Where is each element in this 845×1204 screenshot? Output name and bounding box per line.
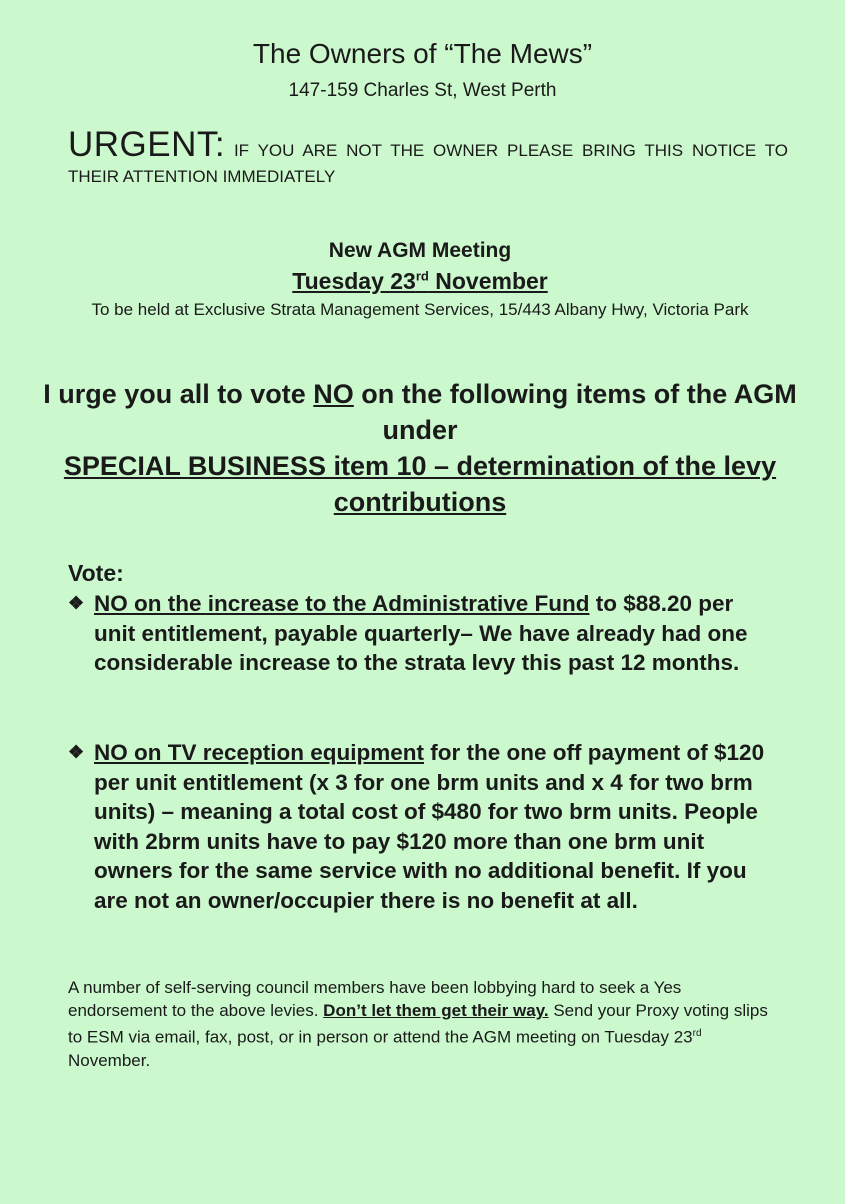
meeting-location: To be held at Exclusive Strata Management Services, 15/443 Albany Hwy, Victoria Park — [91, 300, 749, 319]
closing-emphasis: Don’t let them get their way. — [323, 1001, 549, 1020]
closing-date-ordinal: rd — [692, 1028, 702, 1039]
owners-title: The Owners of “The Mews” — [252, 38, 593, 69]
meeting-date-day: Tuesday 23 — [292, 268, 416, 294]
vote-label: Vote: — [68, 560, 124, 586]
vote-item-admin-fund — [68, 589, 778, 678]
vote-item-detail: for the one off payment of $120 per unit entitlement (x 3 for one brm units and x 4 for two brm units) – meaning a total cost of $480 for two brm units. People with 2brm units have to pay $120 more than one brm unit owners for the same service with no additional benefit. If you are not an owner/occupier there is no benefit at all. — [94, 740, 765, 913]
vote-item-text — [68, 589, 778, 678]
meeting-date-month: November — [428, 268, 548, 294]
urge-no: NO — [313, 379, 354, 409]
urgent-label: URGENT: — [68, 125, 226, 164]
meeting-date-ordinal: rd — [415, 268, 429, 284]
urgent-notice — [68, 125, 788, 190]
vote-item-heading: NO on TV reception equipment — [94, 740, 425, 765]
closing-text-2: Send your Proxy voting slips to ESM via email, fax, post, or in person or attend the AGM meeting on Tuesday 23 — [68, 1001, 768, 1047]
closing-paragraph — [68, 976, 768, 1072]
property-address: 147-159 Charles St, West Perth — [288, 80, 557, 101]
diamond-bullet-icon: ❖ — [68, 742, 85, 762]
urge-text-start: I urge you all to vote — [43, 379, 314, 409]
closing-text-3: November. — [68, 1050, 151, 1070]
vote-no-appeal — [40, 376, 800, 520]
vote-item-detail: to $88.20 per unit entitlement, payable quarterly– We have already had one considerable increase to the strata levy this past 12 months. — [94, 591, 748, 675]
special-business-heading: SPECIAL BUSINESS item 10 – determination of the levy contributions — [63, 451, 777, 517]
vote-item-tv-reception — [68, 738, 778, 915]
diamond-bullet-icon: ❖ — [68, 593, 85, 613]
meeting-date — [0, 268, 840, 295]
closing-text-1: A number of self-serving council members have been lobbying hard to seek a Yes endorsement to the above levies. — [68, 978, 682, 1020]
meeting-title: New AGM Meeting — [328, 239, 512, 262]
urge-text-end: on the following items of the AGM under — [353, 379, 797, 445]
vote-item-heading: NO on the increase to the Administrative Fund — [94, 591, 590, 616]
urgent-text: IF YOU ARE NOT THE OWNER PLEASE BRING THIS NOTICE TO THEIR ATTENTION IMMEDIATELY — [68, 141, 788, 186]
vote-item-text — [68, 738, 778, 915]
